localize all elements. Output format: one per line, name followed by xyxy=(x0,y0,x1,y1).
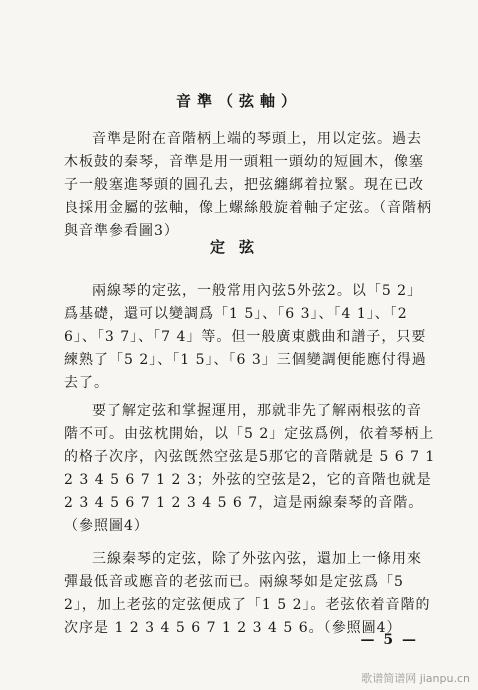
heading-tuning-pegs: 音準（弦軸） xyxy=(175,92,302,110)
heading-string-tuning: 定弦 xyxy=(209,238,268,256)
paragraph-tuning-pegs: 音準是附在音階柄上端的琴頭上，用以定弦。過去木板鼓的秦琴，音準是用一頭粗一頭幼的短圓木，像塞子一般塞進琴頭的圓孔去，把弦纏綁着拉緊。現在已改良採用金屬的弦軸，像上螺絲般旋着軸子定弦。（音階柄與音準參看圖3） xyxy=(64,131,432,239)
paragraph-scale-explanation: 要了解定弦和掌握運用，那就非先了解兩根弦的音階不可。由弦枕開始，以「5 2」定弦爲例，依着琴柄上的格子次序，內弦旣然空弦是5那它的音階就是 5 6 7 1 2 3 4 5 6 7 1 2 3；外弦的空弦是2，它的音階也就是 2 3 4 5 6 7 1 2 3 4 5 6 7，這是兩線秦琴的音階。（參照圖4） xyxy=(64,403,436,534)
watermark: 歌谱简谱网 jianpu.cn xyxy=(361,672,470,685)
paragraph-two-string-tuning: 兩線琴的定弦，一般常用內弦5外弦2。以「5 2」爲基礎，還可以變調爲「1 5」、「6 3」、「4 1」、「2 6」、「3 7」、「7 4」等。但一般廣東戲曲和譜子，只要練熟了「5 2」、「1 5」、「6 3」三個變調便能應付得過去了。 xyxy=(64,283,427,391)
paragraph-three-string-tuning: 三線秦琴的定弦，除了外弦內弦，還加上一條用來彈最低音或應音的老弦而已。兩線琴如是定弦爲「5 2」，加上老弦的定弦便成了「1 5 2」。老弦依着音階的次序是 1 2 3 4 5 6 7 1 2 3 4 5 6。（參照圖4） xyxy=(64,551,431,636)
page-number: — 5 — xyxy=(360,632,418,648)
